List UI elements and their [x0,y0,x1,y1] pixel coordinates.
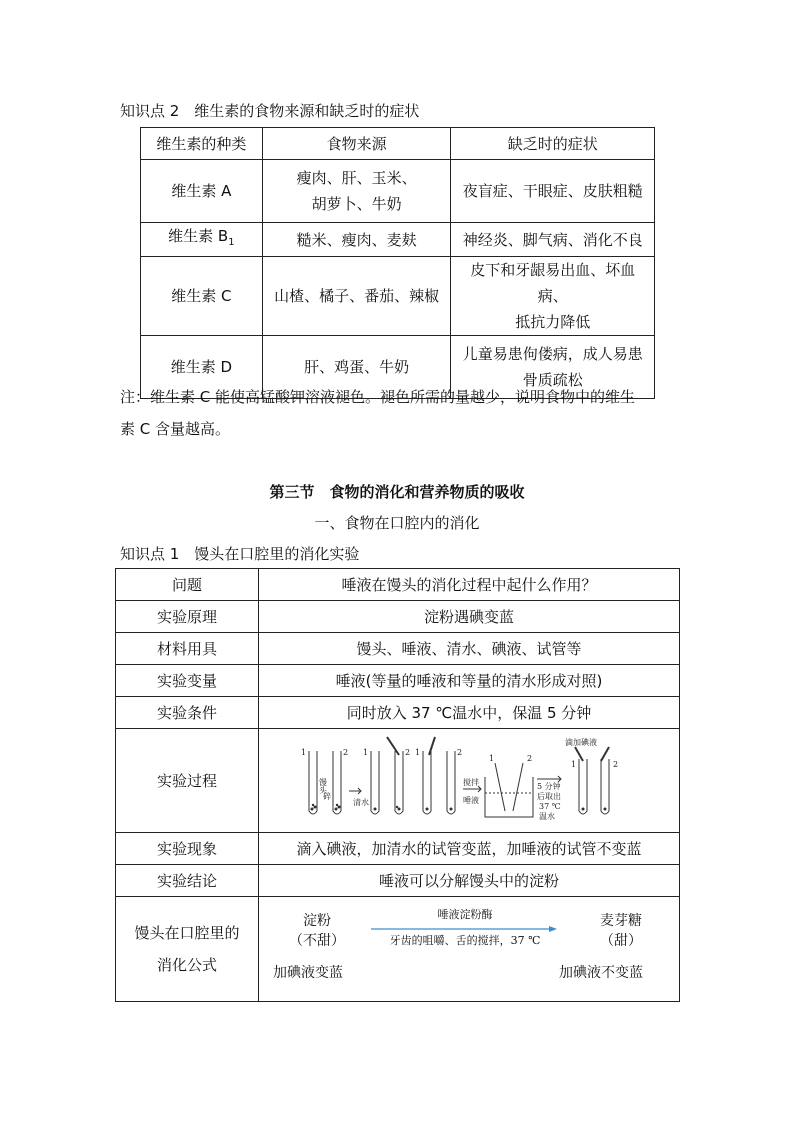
svg-text:唾液: 唾液 [463,795,479,805]
mantou-crumbs-icon [311,803,341,810]
test-tube-icon [371,751,403,814]
header-food-source: 食物来源 [262,128,451,160]
table-row [116,897,680,1002]
vitamin-table [140,127,655,399]
table-row [116,633,680,665]
vitamin-name: 维生素 A [141,160,263,223]
header-vitamin-type: 维生素的种类 [141,128,263,160]
vitamin-name: 维生素 C [141,257,263,336]
table-row [116,729,680,833]
svg-text:滴加碘液: 滴加碘液 [565,737,597,747]
beaker-icon [485,763,533,817]
table-row [141,160,655,223]
svg-text:5 分钟: 5 分钟 [537,781,561,791]
row-label: 实验条件 [116,697,259,729]
table-row [116,697,680,729]
svg-text:1: 1 [415,747,421,757]
svg-text:清水: 清水 [353,797,369,807]
dropper-icon [387,737,399,755]
svg-text:搅拌: 搅拌 [463,777,479,787]
experiment-diagram-cell [259,729,680,833]
digestion-formula-cell [259,897,680,1002]
svg-text:37 ℃: 37 ℃ [539,801,561,811]
row-label: 实验结论 [116,865,259,897]
maltose-label: 麦芽糖 （甜） [600,913,642,949]
table-row [116,833,680,865]
starch-iodine-result: 加碘液变蓝 [273,965,343,981]
row-value: 唾液可以分解馒头中的淀粉 [259,865,680,897]
food-source-cell: 瘦肉、肝、玉米、 胡萝卜、牛奶 [262,160,451,223]
condition-label: 牙齿的咀嚼、舌的搅拌，37 ℃ [389,934,541,947]
row-label: 实验变量 [116,665,259,697]
section-title: 第三节 食物的消化和营养物质的吸收 [269,483,525,501]
food-source-cell: 肝、鸡蛋、牛奶 [262,336,451,399]
knowledge-point-1-heading: 知识点 1 馒头在口腔里的消化实验 [120,545,360,563]
row-value: 唾液在馒头的消化过程中起什么作用？ [259,569,680,601]
subsection-title: 一、食物在口腔内的消化 [314,514,480,532]
table-row [116,865,680,897]
enzyme-label: 唾液淀粉酶 [437,908,493,921]
row-value: 馒头、唾液、清水、碘液、试管等 [259,633,680,665]
vitamin-name: 维生素 $B_1$ [141,223,263,257]
svg-text:2: 2 [527,753,533,763]
svg-text:后取出: 后取出 [537,791,561,801]
row-value: 滴入碘液，加清水的试管变蓝，加唾液的试管不变蓝 [259,833,680,865]
vitamin-name: 维生素 D [141,336,263,399]
row-label: 材料用具 [116,633,259,665]
symptom-cell: 儿童易患佝偻病，成人易患 骨质疏松 [451,336,655,399]
svg-text:1: 1 [571,759,577,769]
svg-text:1: 1 [489,753,495,763]
starch-label: 淀粉 （不甜） [289,913,345,949]
test-tube-icon [579,759,609,814]
row-label: 问题 [116,569,259,601]
experiment-table [115,568,680,1002]
dropper-icon [429,737,435,755]
svg-text:2: 2 [343,747,349,757]
table-row [116,665,680,697]
row-label: 实验现象 [116,833,259,865]
row-value: 同时放入 37 ℃温水中，保温 5 分钟 [259,697,680,729]
svg-text:1: 1 [363,747,369,757]
row-label: 实验原理 [116,601,259,633]
row-label: 实验过程 [116,729,259,833]
note-line-2: 素 C 含量越高。 [120,420,231,438]
table-row [141,257,655,336]
svg-text:2: 2 [405,747,411,757]
test-tube-icon [423,751,455,814]
dropper-icon [575,747,609,761]
knowledge-point-2-heading: 知识点 2 维生素的食物来源和缺乏时的症状 [120,102,420,120]
food-source-cell: 山楂、橘子、番茄、辣椒 [262,257,451,336]
svg-text:温水: 温水 [539,811,555,821]
symptom-cell: 皮下和牙龈易出血、坏血病、 抵抗力降低 [451,257,655,336]
row-value: 唾液(等量的唾液和等量的清水形成对照) [259,665,680,697]
table-row [116,601,680,633]
reaction-arrow-icon [371,925,559,933]
symptom-cell: 夜盲症、干眼症、皮肤粗糙 [451,160,655,223]
food-source-cell: 糙米、瘦肉、麦麸 [262,223,451,257]
row-value: 淀粉遇碘变蓝 [259,601,680,633]
svg-text:2: 2 [457,747,463,757]
svg-text:2: 2 [613,759,619,769]
row-label: 馒头在口腔里的 消化公式 [116,897,259,1002]
svg-text:馒头: 馒头 [318,777,328,794]
svg-text:碎: 碎 [323,791,331,801]
svg-text:1: 1 [301,747,307,757]
experiment-diagram [299,733,639,829]
table-row [141,223,655,257]
header-deficiency-symptom: 缺乏时的症状 [451,128,655,160]
table-row [116,569,680,601]
maltose-iodine-result: 加碘液不变蓝 [559,965,643,981]
note-line-1: 注：维生素 C 能使高锰酸钾溶液褪色。褪色所需的量越少，说明食物中的维生 [120,388,636,406]
symptom-cell: 神经炎、脚气病、消化不良 [451,223,655,257]
